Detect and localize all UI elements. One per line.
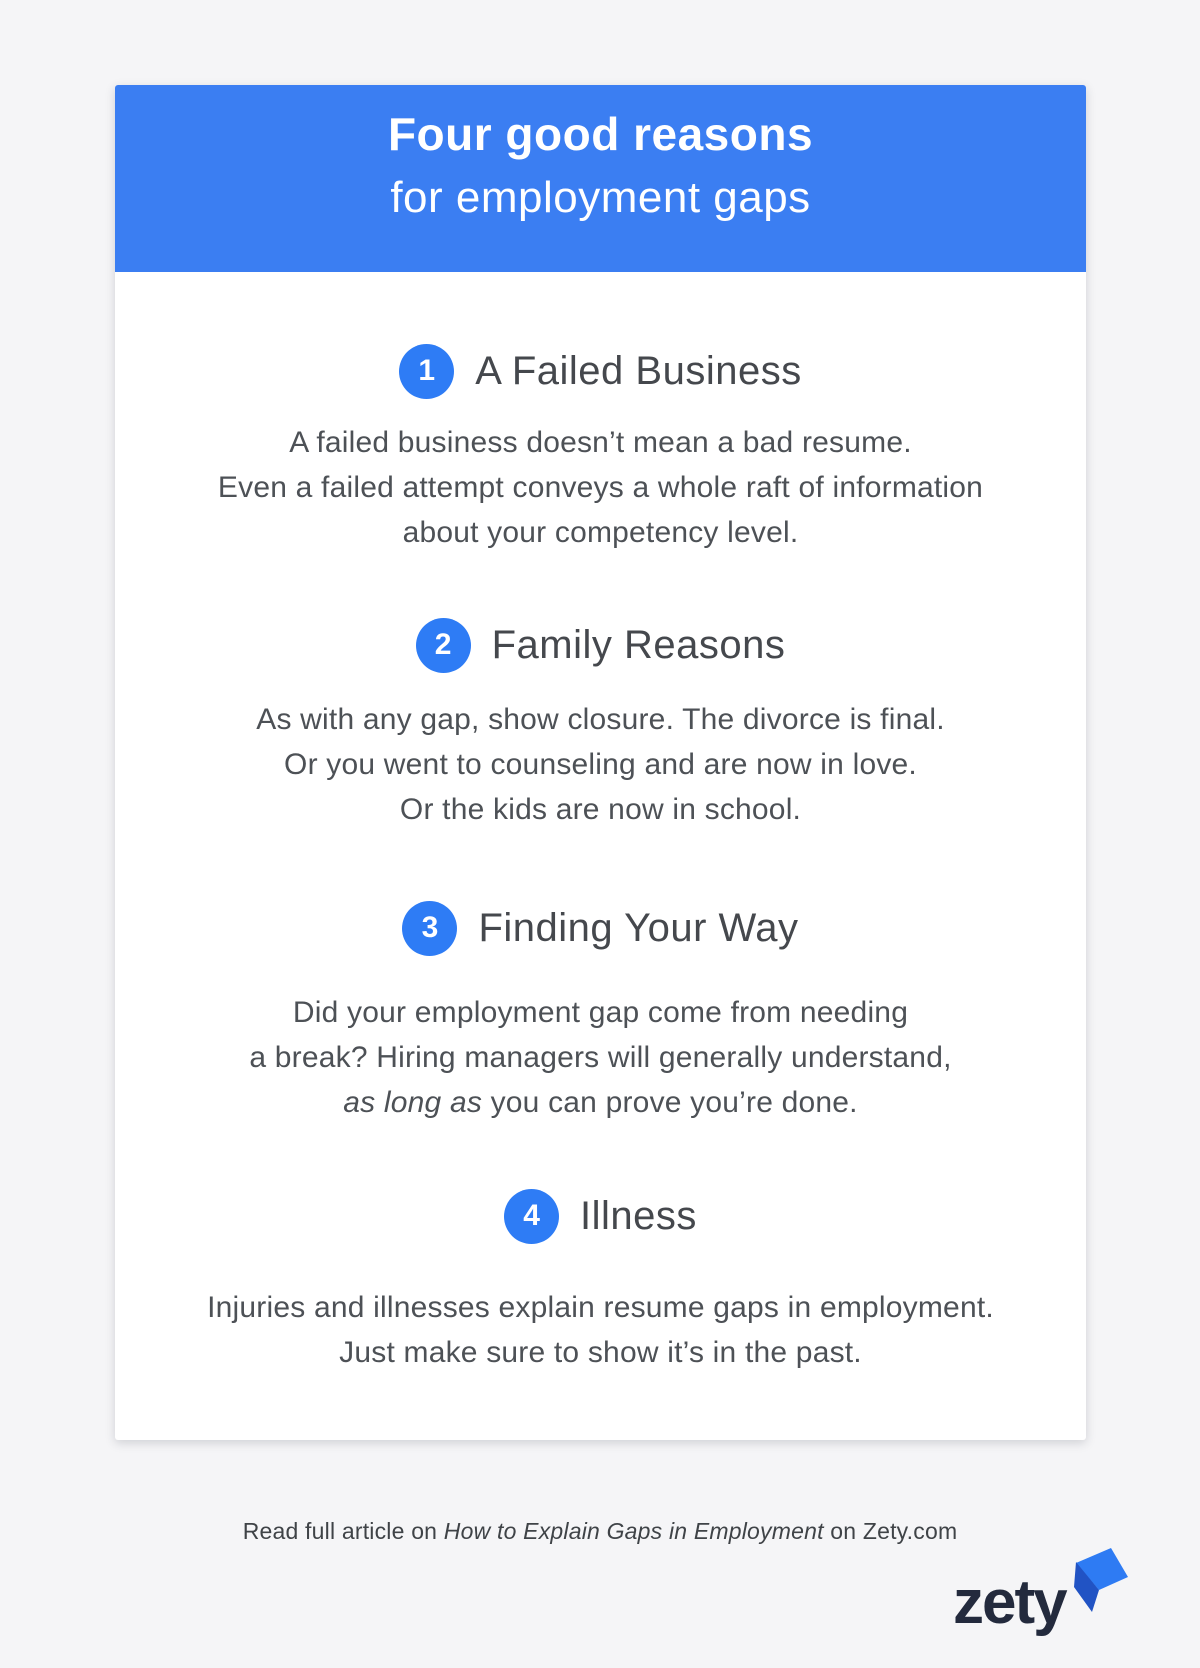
section-1-line-3: about your competency level. (402, 516, 799, 549)
zety-logo-text: zety (953, 1568, 1066, 1637)
section-1-body (115, 420, 1086, 555)
footer-note (0, 1518, 1200, 1545)
section-2-heading-row (115, 617, 1086, 673)
section-2-line-1: As with any gap, show closure. The divorce is final. (256, 703, 945, 736)
header-banner (115, 85, 1086, 272)
section-3-italic-phrase: as long as (343, 1086, 483, 1119)
title-line-2: for employment gaps (390, 173, 811, 222)
section-4-body (115, 1285, 1086, 1375)
section-1-heading-row (115, 343, 1086, 399)
footer-article-title: How to Explain Gaps in Employment (443, 1518, 824, 1544)
section-3-line-2: a break? Hiring managers will generally understand, (249, 1041, 952, 1074)
section-4-heading: Illness (580, 1193, 697, 1238)
section-3-heading: Finding Your Way (478, 905, 799, 950)
section-3-line-3 (115, 1080, 1086, 1125)
section-3-line-3-rest: you can prove you’re done. (482, 1086, 858, 1119)
section-4-heading-row (115, 1188, 1086, 1244)
section-3-number-badge: 3 (402, 901, 457, 956)
section-2-heading: Family Reasons (491, 622, 786, 667)
footer-suffix: on Zety.com (823, 1518, 958, 1544)
section-1-line-1: A failed business doesn’t mean a bad resume. (289, 426, 912, 459)
section-4-line-1: Injuries and illnesses explain resume gaps in employment. (207, 1291, 994, 1324)
zety-logo-arrow-icon (1072, 1548, 1130, 1614)
section-2-line-2: Or you went to counseling and are now in love. (284, 748, 917, 781)
section-2-body (115, 697, 1086, 832)
section-1-heading: A Failed Business (475, 348, 802, 393)
section-1-number-badge: 1 (399, 344, 454, 399)
footer-prefix: Read full article on (242, 1518, 444, 1544)
section-2-line-3: Or the kids are now in school. (399, 793, 802, 826)
title-line-1: Four good reasons (387, 108, 814, 160)
section-3-body (115, 990, 1086, 1125)
section-1-line-2: Even a failed attempt conveys a whole raft of information (217, 471, 984, 504)
section-3-heading-row (115, 900, 1086, 956)
infographic-card (115, 85, 1086, 1440)
section-4-line-2: Just make sure to show it’s in the past. (339, 1336, 862, 1369)
section-3-line-1: Did your employment gap come from needing (292, 996, 909, 1029)
section-4-number-badge: 4 (504, 1189, 559, 1244)
section-2-number-badge: 2 (416, 618, 471, 673)
